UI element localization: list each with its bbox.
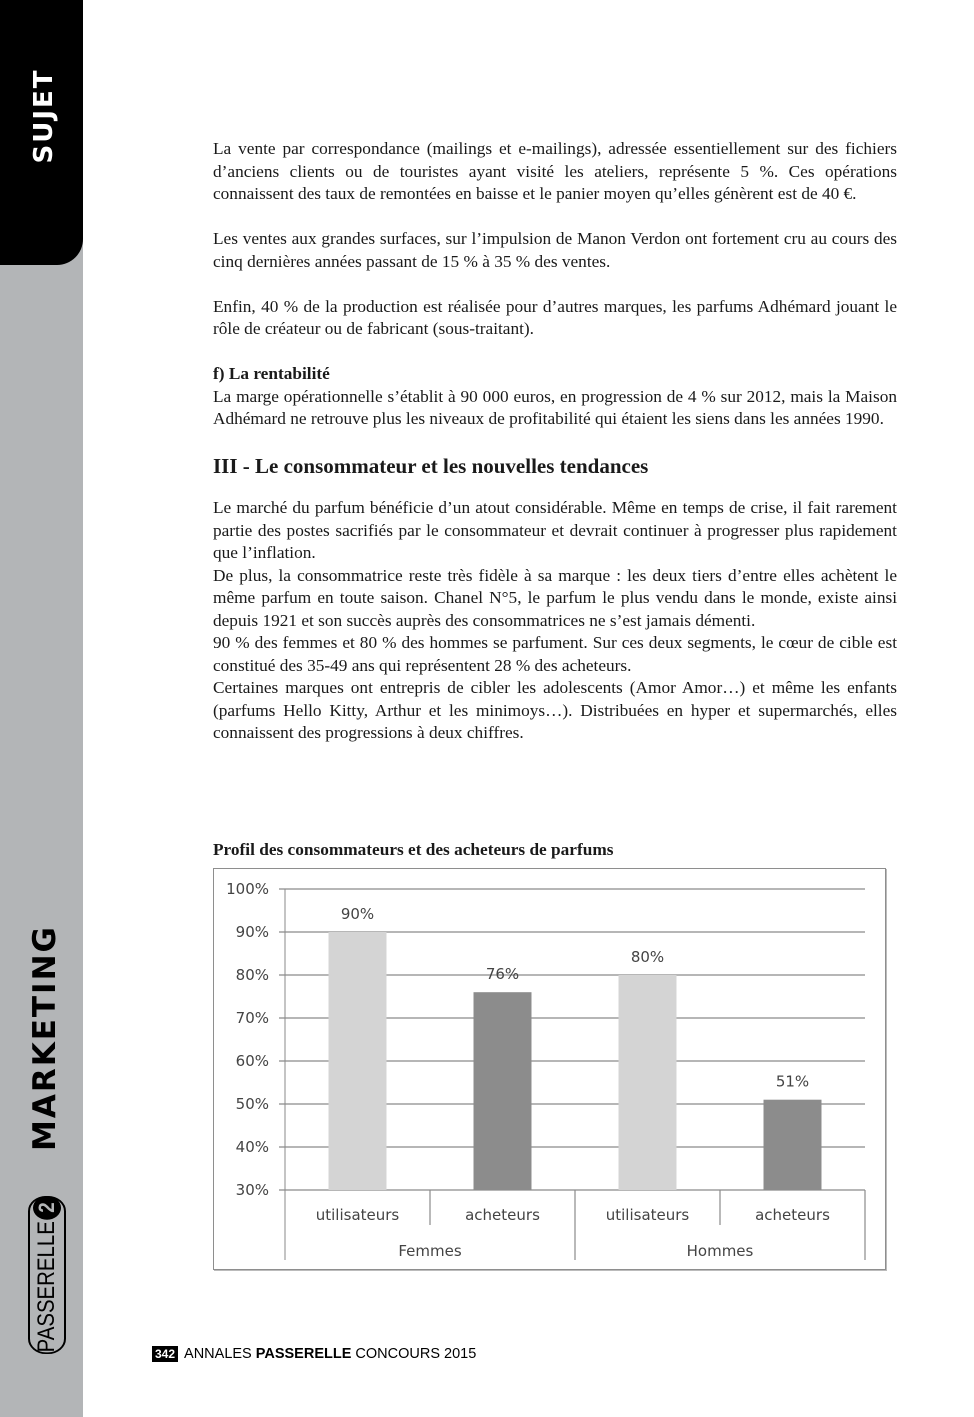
y-tick-label: 50% <box>235 1095 269 1113</box>
bar-chart <box>214 869 887 1271</box>
page-body <box>213 138 897 745</box>
subheading: f) La rentabilité <box>213 364 330 383</box>
sidebar-label-marketing: MARKETING <box>27 925 63 1151</box>
paragraph: Le marché du parfum bénéficie d’un atout considérable. Même en temps de crise, il fait rarement partie des postes sacrifiés par le consommateur et devrait continuer à progresser plus rapidement que l’inflation. <box>213 498 897 562</box>
bar <box>474 992 532 1190</box>
y-tick-label: 90% <box>235 923 269 941</box>
sidebar <box>0 0 83 1417</box>
paragraph: 90 % des femmes et 80 % des hommes se parfument. Sur ces deux segments, le cœur de cible est constitué des 35-49 ans qui représentent 28 % des acheteurs. <box>213 633 897 675</box>
x-tick-label: utilisateurs <box>315 1206 400 1224</box>
page-number: 342 <box>152 1346 178 1362</box>
x-tick-label: acheteurs <box>755 1206 830 1224</box>
data-label: 90% <box>340 905 375 923</box>
x-tick-label: utilisateurs <box>605 1206 690 1224</box>
passerelle-logo <box>28 1196 66 1354</box>
group-label: Hommes <box>686 1242 754 1260</box>
section-heading: III - Le consommateur et les nouvelles tendances <box>213 454 649 478</box>
y-tick-label: 60% <box>235 1052 269 1070</box>
chart-title: Profil des consommateurs et des acheteurs de parfums <box>213 840 614 859</box>
footer-brand: PASSERELLE <box>255 1346 352 1362</box>
logo-number: 2 <box>33 1196 61 1220</box>
group-label: Femmes <box>398 1242 462 1260</box>
paragraph: La vente par correspondance (mailings et e-mailings), adressée essentiellement sur des fichiers d’anciens clients ou de touristes ayant visité les ateliers, représente 5 %. Ces opérations connaissent des taux de remontées en baisse et le panier moyen qu’elles génèrent est de 40 €. <box>213 139 897 203</box>
page-footer <box>152 1346 476 1362</box>
paragraph: De plus, la consommatrice reste très fidèle à sa marque : les deux tiers d’entre elles achètent le même parfum en toute saison. Chanel N°5, le parfum le plus vendu dans le monde, existe ainsi depuis 1921 et son succès auprès des consommatrices ne s’est jamais démenti. <box>213 565 897 630</box>
sidebar-label-sujet: SUJET <box>29 68 59 164</box>
bar <box>329 932 387 1190</box>
bar <box>619 975 677 1190</box>
footer-post: CONCOURS 2015 <box>355 1346 477 1362</box>
bar <box>764 1100 822 1190</box>
y-tick-label: 100% <box>226 880 269 898</box>
data-label: 51% <box>775 1072 810 1091</box>
y-tick-label: 30% <box>235 1181 269 1199</box>
x-tick-label: acheteurs <box>465 1206 540 1224</box>
logo-text: PASSERELLE <box>33 1221 60 1353</box>
y-tick-label: 70% <box>235 1009 269 1027</box>
paragraph: Enfin, 40 % de la production est réalisée pour d’autres marques, les parfums Adhémard jouant le rôle de créateur ou de fabricant (sous-traitant). <box>213 296 897 338</box>
footer-pre: ANNALES <box>184 1346 252 1362</box>
data-label: 80% <box>630 948 665 966</box>
data-label: 76% <box>485 965 520 984</box>
chart-frame <box>213 868 886 1270</box>
y-tick-label: 80% <box>235 966 269 984</box>
y-tick-label: 40% <box>235 1138 269 1156</box>
paragraph: Certaines marques ont entrepris de cibler les adolescents (Amor Amor…) et même les enfants (parfums Hello Kitty, Arthur et les minimoys…). Distribuées en hyper et supermarchés, elles connaissent des progressions à deux chiffres. <box>213 678 897 742</box>
paragraph: La marge opérationnelle s’établit à 90 000 euros, en progression de 4 % sur 2012, mais la Maison Adhémard ne retrouve plus les niveaux de profitabilité qui étaient les siens dans les années 1990. <box>213 386 897 428</box>
paragraph: Les ventes aux grandes surfaces, sur l’impulsion de Manon Verdon ont fortement cru au cours des cinq dernières années passant de 15 % à 35 % des ventes. <box>213 229 897 271</box>
